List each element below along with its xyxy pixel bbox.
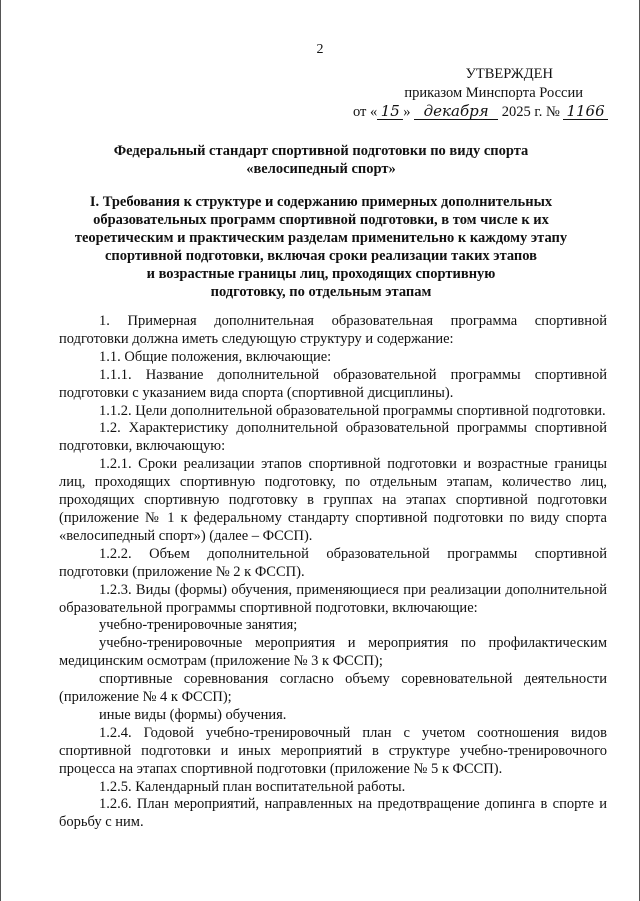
section-title-line: подготовку, по отдельным этапам — [210, 284, 432, 300]
paragraph: 1.2.6. План мероприятий, направленных на предотвращение допинга в спорте и борьбу с ним. — [59, 796, 607, 831]
paragraph: 1.2. Характеристику дополнительной образовательной программы спортивной подготовки, включающую: — [59, 420, 607, 455]
approval-number-handwritten: 1166 — [563, 104, 607, 120]
approval-title: УТВЕРЖДЕН — [465, 66, 553, 82]
approval-day-handwritten: 15 — [377, 104, 403, 120]
paragraph: иные виды (формы) обучения. — [99, 706, 287, 723]
paragraph: спортивные соревнования согласно объему соревновательной деятельности (приложение № 4 к ФССП); — [59, 671, 607, 706]
paragraph: учебно-тренировочные мероприятия и мероприятия по профилактическим медицинским осмотрам (приложение № 3 к ФССП); — [59, 635, 607, 670]
paragraph: 1.1. Общие положения, включающие: — [99, 348, 332, 365]
approval-from-prefix: от « — [353, 104, 378, 120]
approval-year: 2025 г. № — [501, 104, 560, 120]
approval-quote-close: » — [403, 104, 411, 120]
section-title — [71, 193, 571, 301]
approval-order-text: приказом Минспорта России — [404, 85, 583, 101]
standard-title-line: Федеральный стандарт спортивной подготовки по виду спорта — [113, 143, 529, 159]
paragraph: 1.1.1. Название дополнительной образовательной программы спортивной подготовки с указанием вида спорта (спортивной дисциплины). — [59, 366, 607, 401]
paragraph: 1.2.1. Сроки реализации этапов спортивной подготовки и возрастные границы лиц, проходящих спортивную подготовку, по отдельным этапам, количество лиц, проходящих спортивную подготовку в группах на этапах спортивной подготовки (приложение № 1 к федеральному стандарту спортивной подготовки по виду спорта «велосипедный спорт») (далее – ФССП). — [59, 456, 607, 544]
section-title-line: образовательных программ спортивной подготовки, в том числе к их — [93, 212, 549, 228]
approval-block — [353, 65, 605, 122]
section-title-line: спортивной подготовки, включая сроки реализации таких этапов — [104, 248, 537, 264]
approval-date-line — [353, 102, 605, 122]
paragraph: 1.2.3. Виды (формы) обучения, применяющиеся при реализации дополнительной образовательной программы спортивной подготовки, включающие: — [59, 581, 607, 616]
paragraph: 1.2.5. Календарный план воспитательной работы. — [99, 778, 406, 795]
paragraph: 1.2.4. Годовой учебно-тренировочный план с учетом соотношения видов спортивной подготовки и иных мероприятий в структуре учебно-тренировочного процесса на этапах спортивной подготовки (приложение № 5 к ФССП). — [59, 724, 607, 777]
standard-title-line: «велосипедный спорт» — [246, 161, 396, 177]
section-title-line: теоретическим и практическим разделам применительно к каждому этапу — [74, 230, 568, 246]
section-title-line: I. Требования к структуре и содержанию примерных дополнительных — [89, 194, 553, 210]
section-title-line: и возрастные границы лиц, проходящих спортивную — [146, 266, 496, 282]
page-number: 2 — [316, 42, 324, 57]
paragraph: 1. Примерная дополнительная образовательная программа спортивной подготовки должна иметь следующую структуру и содержание: — [59, 313, 607, 347]
approval-month-handwritten: декабря — [414, 104, 498, 120]
paragraph: 1.1.2. Цели дополнительной образовательной программы спортивной подготовки. — [99, 402, 606, 419]
paragraph: учебно-тренировочные занятия; — [99, 617, 298, 634]
paragraph: 1.2.2. Объем дополнительной образовательной программы спортивной подготовки (приложение № 2 к ФССП). — [59, 545, 607, 580]
standard-title — [61, 142, 581, 178]
document-body — [59, 313, 607, 832]
